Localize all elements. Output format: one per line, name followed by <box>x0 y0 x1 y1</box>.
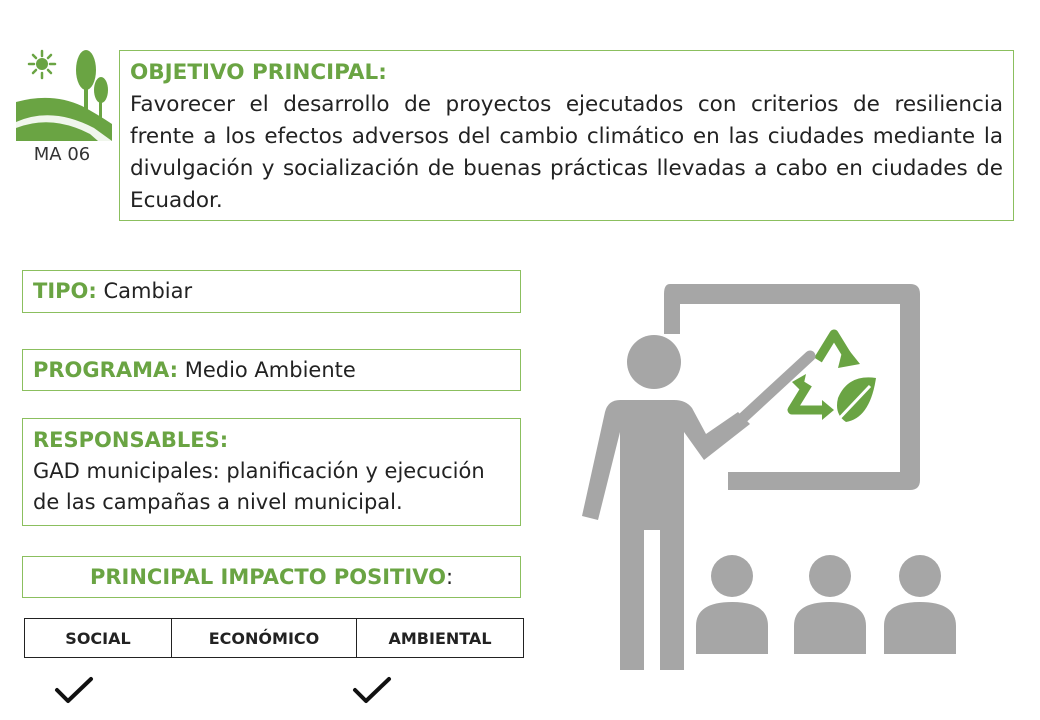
programa-field <box>22 349 521 391</box>
tipo-label: TIPO: <box>33 279 97 303</box>
program-badge <box>12 44 112 174</box>
badge-code: MA 06 <box>33 144 91 165</box>
programa-value: Medio Ambiente <box>184 358 356 382</box>
impact-table <box>24 618 524 658</box>
tipo-value: Cambiar <box>103 279 193 303</box>
impact-col-ambiental: AMBIENTAL <box>357 619 524 658</box>
impact-heading-box <box>22 556 521 598</box>
impact-table-header-row <box>25 619 524 658</box>
objective-heading: OBJETIVO PRINCIPAL: <box>130 60 387 85</box>
tipo-field <box>22 270 521 313</box>
checkmark-icon-ambiental <box>352 676 392 706</box>
programa-label: PROGRAMA: <box>33 358 179 382</box>
responsables-label: RESPONSABLES: <box>33 428 229 452</box>
teacher-presenting-recycling-icon <box>578 282 966 674</box>
objective-box <box>119 50 1014 221</box>
checkmark-icon-social <box>54 676 94 706</box>
impact-label-suffix: : <box>445 565 454 589</box>
responsables-field <box>22 418 521 526</box>
responsables-value: GAD municipales: planificación y ejecución de las campañas a nivel municipal. <box>33 459 485 514</box>
impact-col-social: SOCIAL <box>25 619 172 658</box>
sun-trees-hills-icon <box>12 44 112 144</box>
impact-label: PRINCIPAL IMPACTO POSITIVO <box>89 565 446 589</box>
objective-text: Favorecer el desarrollo de proyectos ejecutados con criterios de resiliencia frente a los efectos adversos del cambio climático en las ciudades mediante la divulgación y socialización de buenas prácticas llevadas a cabo en ciudades de Ecuador. <box>130 92 1003 213</box>
impact-col-economico: ECONÓMICO <box>172 619 357 658</box>
